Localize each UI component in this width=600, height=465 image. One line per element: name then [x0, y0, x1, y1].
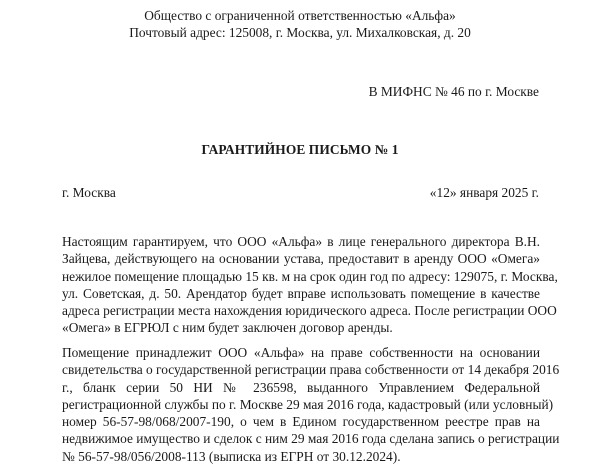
text-line: нежилое помещение площадью 15 кв. м на срок один год по адресу: 129075, г. Москва, — [62, 268, 558, 284]
letterhead — [0, 7, 600, 41]
text-line: г., бланк серии 50 НИ № 236598, выданного Управлением Федеральной — [62, 379, 540, 395]
document-title: ГАРАНТИЙНОЕ ПИСЬМО № 1 — [201, 142, 399, 157]
text-line: адреса регистрации места нахождения юридического адреса. После регистрации ООО — [62, 303, 557, 319]
text-line: свидетельства о государственной регистрации права собственности от 14 декабря 2016 — [62, 362, 560, 378]
recipient: В МИФНС № 46 по г. Москве — [368, 84, 539, 99]
paragraph-ownership — [62, 344, 560, 465]
text-line: ул. Советская, д. 50. Арендатор будет вправе использовать помещение в качестве — [62, 285, 540, 301]
text-line: «Омега» в ЕГРЮЛ с ним будет заключен договор аренды. — [62, 320, 393, 336]
text-line: регистрационной службы по г. Москве 29 мая 2016 года, кадастровый (или условный) — [62, 396, 554, 412]
company-name: Общество с ограниченной ответственностью «Альфа» — [144, 8, 456, 23]
date: «12» января 2025 г. — [429, 185, 539, 200]
text-line: номер 56-57-98/068/2007-190, о чем в Едином государственном реестре прав на — [62, 414, 540, 430]
text-line: Настоящим гарантируем, что ООО «Альфа» в лице генерального директора В.Н. — [62, 234, 540, 249]
text-line: № 56-57-98/056/2008-113 (выписка из ЕГРН от 30.12.2024). — [62, 448, 401, 464]
paragraph-guarantee — [62, 233, 558, 337]
text-line: недвижимое имущество и сделок с ним 29 мая 2016 года сделана запись о регистрации — [62, 431, 560, 447]
postal-address: Почтовый адрес: 125008, г. Москва, ул. Михалковская, д. 20 — [129, 25, 471, 40]
place: г. Москва — [62, 185, 116, 200]
text-line: Помещение принадлежит ООО «Альфа» на праве собственности на основании — [62, 345, 540, 360]
text-line: Зайцева, действующего на основании устава, предоставит в аренду ООО «Омега» — [62, 251, 540, 267]
